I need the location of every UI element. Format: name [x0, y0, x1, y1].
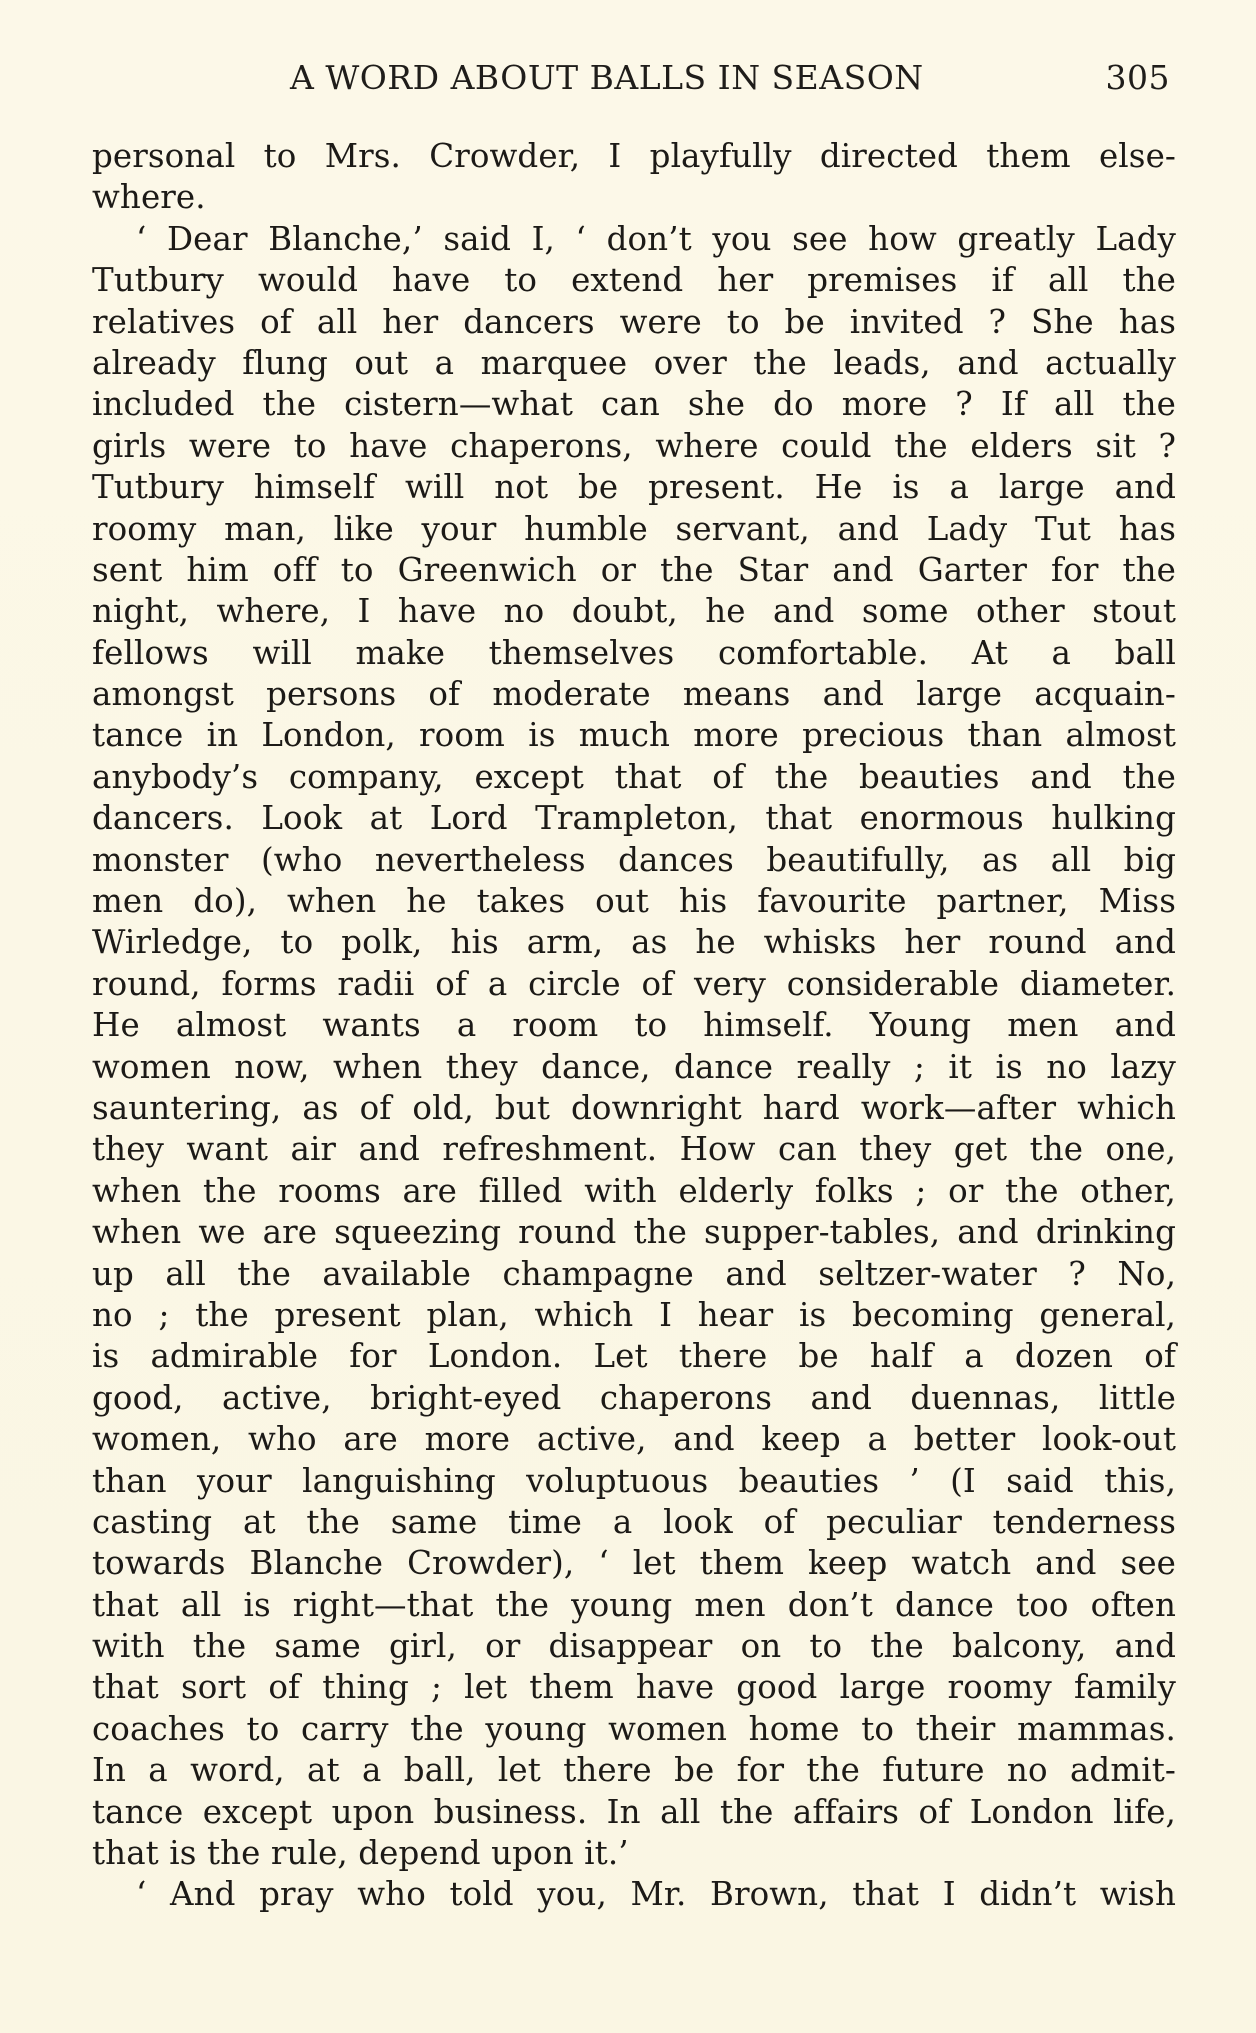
text-line: relatives of all her dancers were to be invited ? She has — [92, 302, 1176, 341]
text-line: with the same girl, or disappear on to the balcony, and — [92, 1627, 1176, 1666]
text-line: roomy man, like your humble servant, and Lady Tut has — [92, 509, 1176, 548]
text-line: up all the available champagne and seltzer-water ? No, — [92, 1254, 1176, 1293]
text-line: already flung out a marquee over the leads, and actually — [92, 343, 1176, 382]
text-line: Wirledge, to polk, his arm, as he whisks her round and — [92, 923, 1176, 962]
text-line: women now, when they dance, dance really ; it is no lazy — [92, 1047, 1176, 1086]
text-line: sent him off to Greenwich or the Star and Garter for the — [92, 550, 1176, 589]
page-number: 305 — [1105, 58, 1170, 97]
text-line: towards Blanche Crowder), ‘ let them keep watch and see — [92, 1544, 1176, 1583]
text-line: where. — [92, 178, 206, 217]
text-line: dancers. Look at Lord Trampleton, that enormous hulking — [92, 799, 1176, 838]
text-line: than your languishing voluptuous beauties ’ (I said this, — [92, 1461, 1176, 1500]
running-title: A WORD ABOUT BALLS IN SEASON — [290, 58, 924, 97]
body-text — [92, 136, 1176, 1916]
text-line: women, who are more active, and keep a better look-out — [92, 1420, 1176, 1459]
text-line: when the rooms are filled with elderly folks ; or the other, — [92, 1171, 1176, 1210]
text-line: coaches to carry the young women home to their mammas. — [92, 1709, 1176, 1748]
running-head — [290, 58, 1170, 102]
text-line: night, where, I have no doubt, he and some other stout — [92, 592, 1176, 631]
text-line: included the cistern—what can she do more ? If all the — [92, 385, 1176, 424]
text-line: tance except upon business. In all the affairs of London life, — [92, 1792, 1176, 1831]
text-line: is admirable for London. Let there be half a dozen of — [92, 1337, 1176, 1376]
text-line: no ; the present plan, which I hear is becoming general, — [92, 1295, 1176, 1334]
text-line: that all is right—that the young men don’t dance too often — [92, 1585, 1176, 1624]
text-line: they want air and refreshment. How can they get the one, — [92, 1130, 1176, 1169]
text-line: men do), when he takes out his favourite partner, Miss — [92, 882, 1176, 921]
text-line: Tutbury himself will not be present. He is a large and — [92, 468, 1176, 507]
text-line: personal to Mrs. Crowder, I playfully directed them else- — [92, 137, 1176, 175]
text-line: ‘ Dear Blanche,’ said I, ‘ don’t you see how greatly Lady — [136, 219, 1176, 258]
text-line: In a word, at a ball, let there be for the future no admit- — [92, 1751, 1176, 1790]
text-line: casting at the same time a look of peculiar tenderness — [92, 1502, 1176, 1541]
text-line: tance in London, room is much more precious than almost — [92, 716, 1176, 755]
text-line: when we are squeezing round the supper-tables, and drinking — [92, 1213, 1176, 1252]
text-line: amongst persons of moderate means and large acquain- — [92, 675, 1176, 714]
text-line: sauntering, as of old, but downright hard work—after which — [92, 1088, 1176, 1127]
text-line: Tutbury would have to extend her premises if all the — [92, 261, 1176, 300]
text-line: He almost wants a room to himself. Young men and — [92, 1006, 1176, 1045]
text-line: fellows will make themselves comfortable. At a ball — [92, 633, 1176, 672]
text-line: that sort of thing ; let them have good large roomy family — [92, 1668, 1176, 1707]
text-line: that is the rule, depend upon it.’ — [92, 1834, 629, 1873]
text-line: girls were to have chaperons, where could the elders sit ? — [92, 426, 1176, 465]
text-line: good, active, bright-eyed chaperons and duennas, little — [92, 1378, 1176, 1417]
text-line: monster (who nevertheless dances beautifully, as all big — [92, 840, 1176, 879]
text-line: anybody’s company, except that of the beauties and the — [92, 757, 1176, 796]
text-line: ‘ And pray who told you, Mr. Brown, that I didn’t wish — [136, 1875, 1176, 1914]
text-line: round, forms radii of a circle of very considerable diameter. — [92, 964, 1176, 1003]
